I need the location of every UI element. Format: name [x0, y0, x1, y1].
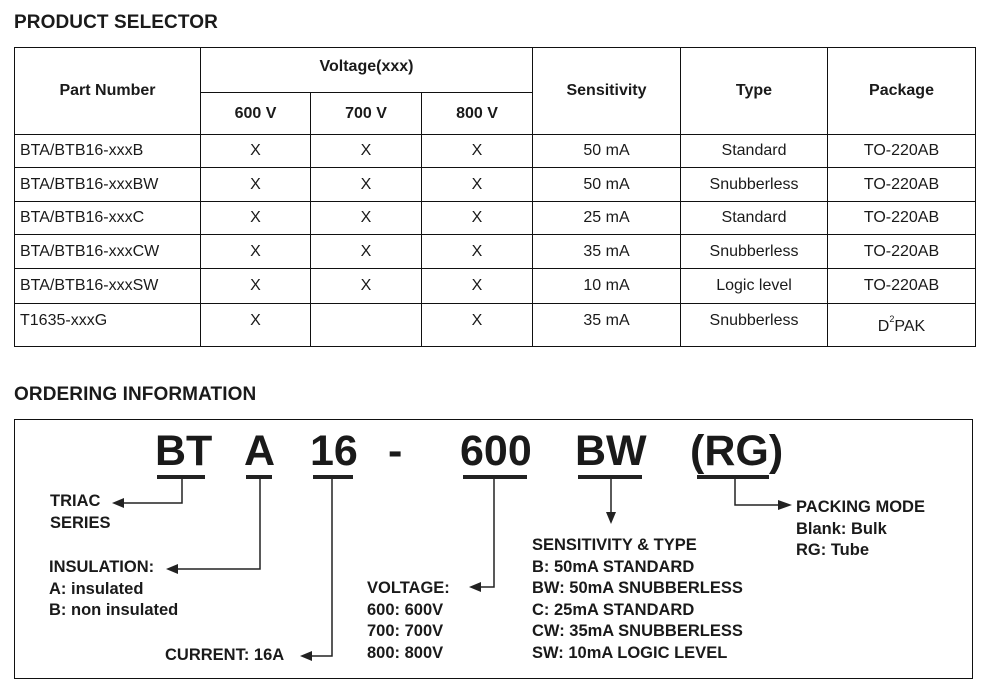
type-cell: Snubberless	[681, 168, 828, 202]
header-voltage-group: Voltage(xxx)	[201, 48, 533, 93]
v800-cell: X	[422, 235, 533, 269]
packing-mode-label	[796, 497, 925, 562]
package-superscript: 2	[889, 314, 895, 324]
sensitivity-cell: 35 mA	[533, 304, 681, 347]
v800-cell: X	[422, 269, 533, 304]
sensitivity-type-item: BW: 50mA SNUBBERLESS	[532, 579, 743, 597]
header-800v: 800 V	[422, 93, 533, 135]
sensitivity-type-item: C: 25mA STANDARD	[532, 600, 695, 619]
sensitivity-cell: 10 mA	[533, 269, 681, 304]
v600-cell: X	[201, 202, 311, 235]
package-cell: TO-220AB	[828, 235, 976, 269]
v700-cell: X	[311, 269, 422, 304]
code-series: BT	[155, 427, 213, 475]
type-cell: Snubberless	[681, 304, 828, 347]
header-sensitivity: Sensitivity	[533, 48, 681, 135]
code-sensitivity: BW	[575, 427, 647, 475]
v800-cell: X	[422, 202, 533, 235]
insulation-item: B: non insulated	[49, 601, 179, 619]
sensitivity-type-label	[532, 535, 743, 664]
sensitivity-cell: 50 mA	[533, 168, 681, 202]
code-current: 16	[310, 427, 358, 475]
insulation-label	[49, 557, 178, 622]
v700-cell: X	[311, 168, 422, 202]
arrow-sensitivity-icon	[606, 512, 616, 524]
v800-cell: X	[422, 168, 533, 202]
arrow-triac-icon	[112, 498, 124, 508]
packing-mode-item: RG: Tube	[796, 541, 870, 559]
arrow-current-icon	[300, 651, 312, 661]
part-number-cell: BTA/BTB16-xxxCW	[15, 235, 201, 269]
part-number-cell: BTA/BTB16-xxxC	[15, 202, 201, 235]
header-package: Package	[828, 48, 976, 135]
arrow-voltage-icon	[469, 582, 481, 592]
voltage-label	[367, 578, 450, 664]
ordering-information-title: ORDERING INFORMATION	[14, 384, 257, 405]
sensitivity-type-item: B: 50mA STANDARD	[532, 557, 695, 576]
type-cell: Standard	[681, 202, 828, 235]
sensitivity-cell: 50 mA	[533, 135, 681, 168]
arrow-packing-icon	[778, 500, 792, 510]
v700-cell: X	[311, 202, 422, 235]
triac-line2: SERIES	[50, 513, 111, 532]
v600-cell: X	[201, 168, 311, 202]
sensitivity-type-title: SENSITIVITY & TYPE	[532, 536, 697, 554]
package-suffix: PAK	[894, 318, 926, 335]
v700-cell: X	[311, 135, 422, 168]
code-insulation: A	[244, 427, 276, 475]
sensitivity-type-item: SW: 10mA LOGIC LEVEL	[532, 643, 728, 662]
part-number-cell: BTA/BTB16-xxxB	[15, 135, 201, 168]
triac-line1: TRIAC	[50, 492, 101, 510]
type-cell: Snubberless	[681, 235, 828, 269]
header-700v: 700 V	[311, 93, 422, 135]
voltage-title: VOLTAGE:	[367, 579, 450, 597]
code-packing: (RG)	[690, 427, 784, 475]
code-voltage: 600	[460, 427, 532, 475]
package-cell: TO-220AB	[828, 135, 976, 168]
part-number-cell: BTA/BTB16-xxxSW	[15, 269, 201, 304]
sensitivity-cell: 25 mA	[533, 202, 681, 235]
sensitivity-cell: 35 mA	[533, 235, 681, 269]
current-label: CURRENT: 16A	[165, 646, 285, 664]
part-number-cell: BTA/BTB16-xxxBW	[15, 168, 201, 202]
triac-series-label	[50, 491, 111, 534]
header-part-number: Part Number	[15, 48, 201, 135]
product-selector-title: PRODUCT SELECTOR	[14, 12, 218, 33]
insulation-item: A: insulated	[49, 579, 144, 598]
voltage-item: 700: 700V	[367, 622, 444, 640]
packing-mode-title: PACKING MODE	[796, 498, 925, 516]
v600-cell: X	[201, 269, 311, 304]
insulation-title: INSULATION:	[49, 558, 155, 576]
code-dash: -	[388, 427, 403, 475]
v700-cell: X	[311, 235, 422, 269]
voltage-item: 600: 600V	[367, 600, 444, 619]
package-cell: TO-220AB	[828, 168, 976, 202]
v800-cell: X	[422, 304, 533, 347]
type-cell: Logic level	[681, 269, 828, 304]
header-600v: 600 V	[201, 93, 311, 135]
v600-cell: X	[201, 135, 311, 168]
package-cell: TO-220AB	[828, 269, 976, 304]
voltage-item: 800: 800V	[367, 643, 444, 662]
v600-cell: X	[201, 235, 311, 269]
type-cell: Standard	[681, 135, 828, 168]
v600-cell: X	[201, 304, 311, 347]
package-prefix: D	[877, 318, 890, 335]
v800-cell: X	[422, 135, 533, 168]
sensitivity-type-item: CW: 35mA SNUBBERLESS	[532, 622, 743, 640]
packing-mode-item: Blank: Bulk	[796, 519, 887, 538]
package-cell: TO-220AB	[828, 202, 976, 235]
header-type: Type	[681, 48, 828, 135]
part-number-cell: T1635-xxxG	[15, 304, 201, 347]
